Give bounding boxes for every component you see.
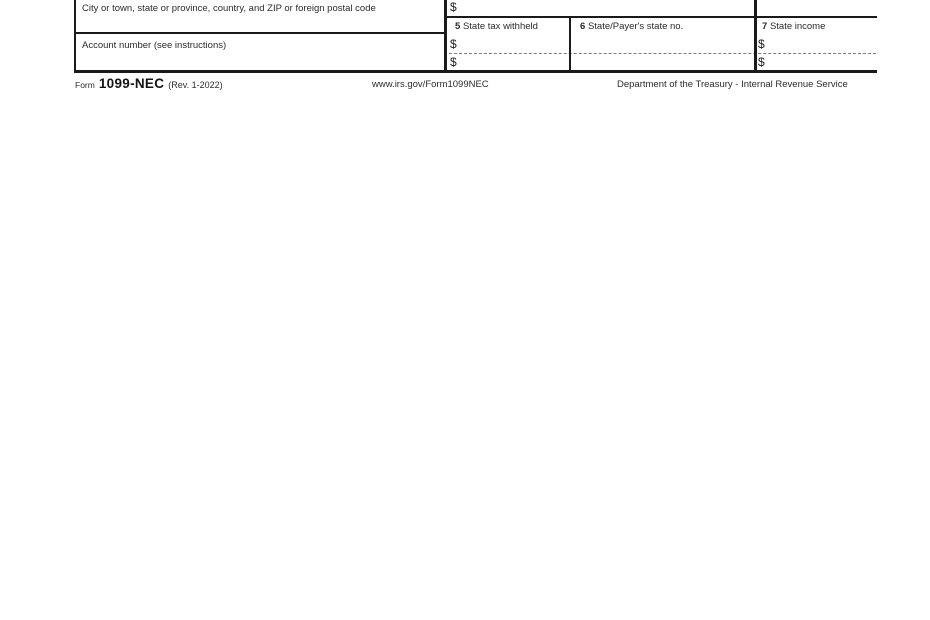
box7-number: 7 — [762, 21, 768, 32]
form-identifier — [75, 76, 223, 91]
form-border-bottom — [74, 70, 877, 73]
box7-row1-dollar-sign: $ — [758, 37, 765, 51]
irs-url: www.irs.gov/Form1099NEC — [372, 79, 489, 90]
form-rule-city-account — [74, 32, 447, 34]
form-revision: (Rev. 1-2022) — [168, 80, 223, 90]
department-of-treasury-text: Department of the Treasury - Internal Revenue Service — [617, 79, 848, 90]
form-rule-above-state-boxes — [444, 16, 877, 18]
box6-header — [580, 21, 683, 32]
box6-number: 6 — [580, 21, 586, 32]
form-word: Form — [75, 80, 95, 90]
box7-header — [762, 21, 825, 32]
box5-number: 5 — [455, 21, 461, 32]
federal-amount-dollar-sign: $ — [450, 0, 457, 14]
box7-label: State income — [769, 21, 826, 32]
box6-label: State/Payer's state no. — [587, 21, 684, 32]
box5-header — [455, 21, 538, 32]
form-number: 1099-NEC — [98, 76, 165, 91]
form-divider-box5-box6 — [569, 17, 571, 73]
account-number-field-label: Account number (see instructions) — [82, 40, 227, 51]
box5-row1-dollar-sign: $ — [450, 37, 457, 51]
box7-row2-dollar-sign: $ — [758, 55, 765, 69]
state-amount-dashed-line — [449, 53, 876, 54]
box5-label: State tax withheld — [462, 21, 538, 32]
form-divider-box6-box7 — [754, 0, 757, 73]
form-border-left — [74, 0, 76, 73]
form-divider-center — [444, 0, 447, 73]
city-town-field-label: City or town, state or province, country, and ZIP or foreign postal code — [82, 3, 376, 14]
box5-row2-dollar-sign: $ — [450, 55, 457, 69]
